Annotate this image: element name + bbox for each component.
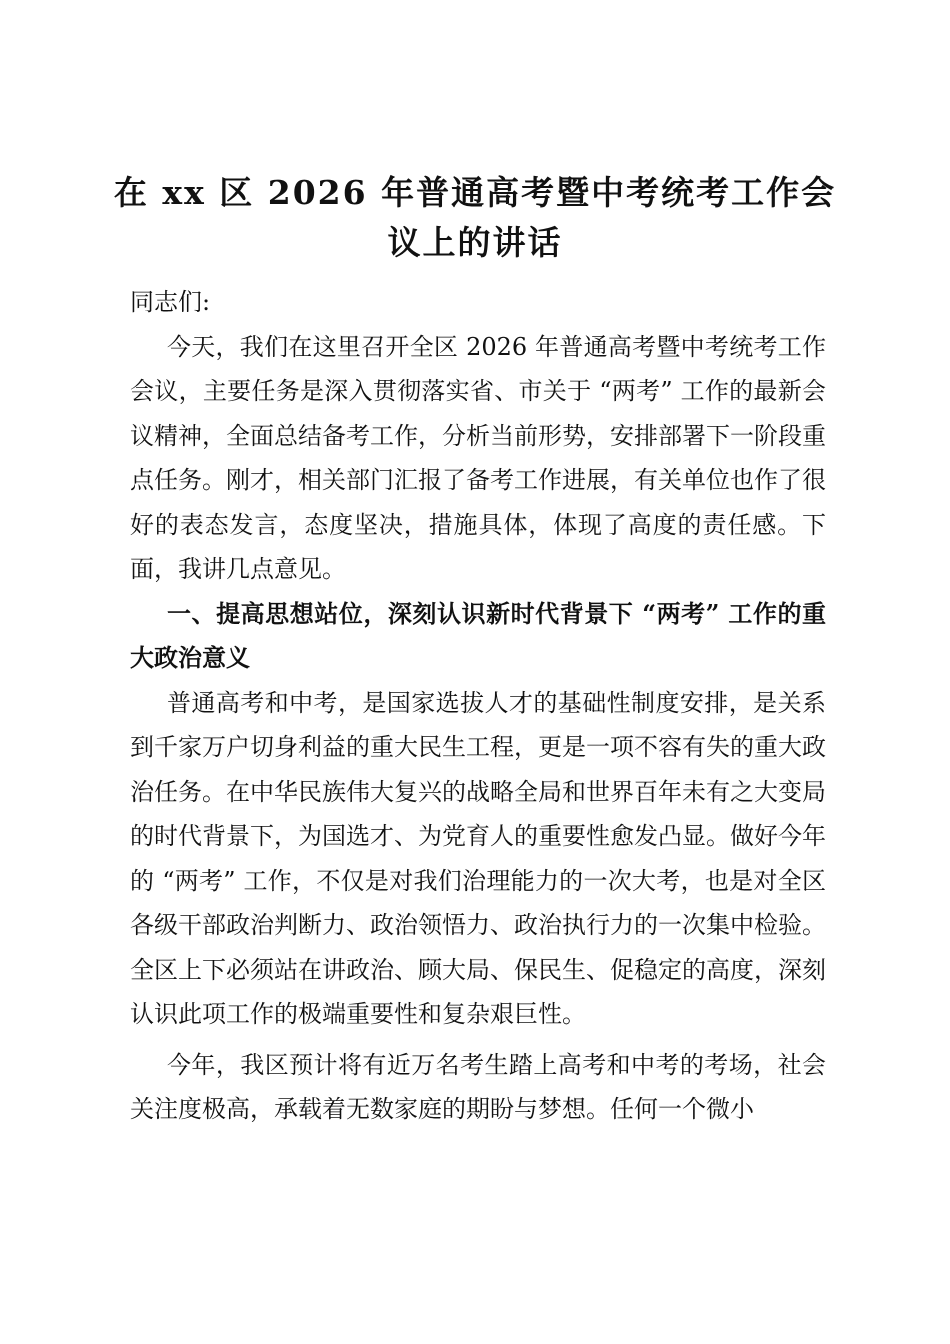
section-heading-1: 一、提高思想站位，深刻认识新时代背景下 “两考” 工作的重大政治意义 (130, 598, 826, 672)
paragraph-intro: 今天，我们在这里召开全区 2026 年普通高考暨中考统考工作会议，主要任务是深入贯彻落实省、市关于 “两考” 工作的最新会议精神，全面总结备考工作，分析当前形势，安排部署下一阶段重点任务。刚才，相关部门汇报了备考工作进展，有关单位也作了很好的表态发言，态度坚决，措施具体，体现了高度的责任感。下面，我讲几点意见。 (130, 332, 826, 583)
document-body (130, 280, 826, 1132)
document-title: 在 xx 区 2026 年普通高考暨中考统考工作会议上的讲话 (113, 173, 837, 262)
salutation: 同志们: (130, 288, 211, 316)
paragraph-body-1: 普通高考和中考，是国家选拔人才的基础性制度安排，是关系到千家万户切身利益的重大民生工程，更是一项不容有失的重大政治任务。在中华民族伟大复兴的战略全局和世界百年未有之大变局的时代背景下，为国选才、为党育人的重要性愈发凸显。做好今年的 “两考” 工作，不仅是对我们治理能力的一次大考，也是对全区各级干部政治判断力、政治领悟力、政治执行力的一次集中检验。全区上下必须站在讲政治、顾大局、保民生、促稳定的高度，深刻认识此项工作的极端重要性和复杂艰巨性。 (130, 688, 826, 1028)
paragraph-body-2: 今年，我区预计将有近万名考生踏上高考和中考的考场，社会关注度极高，承载着无数家庭的期盼与梦想。任何一个微小 (130, 1050, 826, 1123)
